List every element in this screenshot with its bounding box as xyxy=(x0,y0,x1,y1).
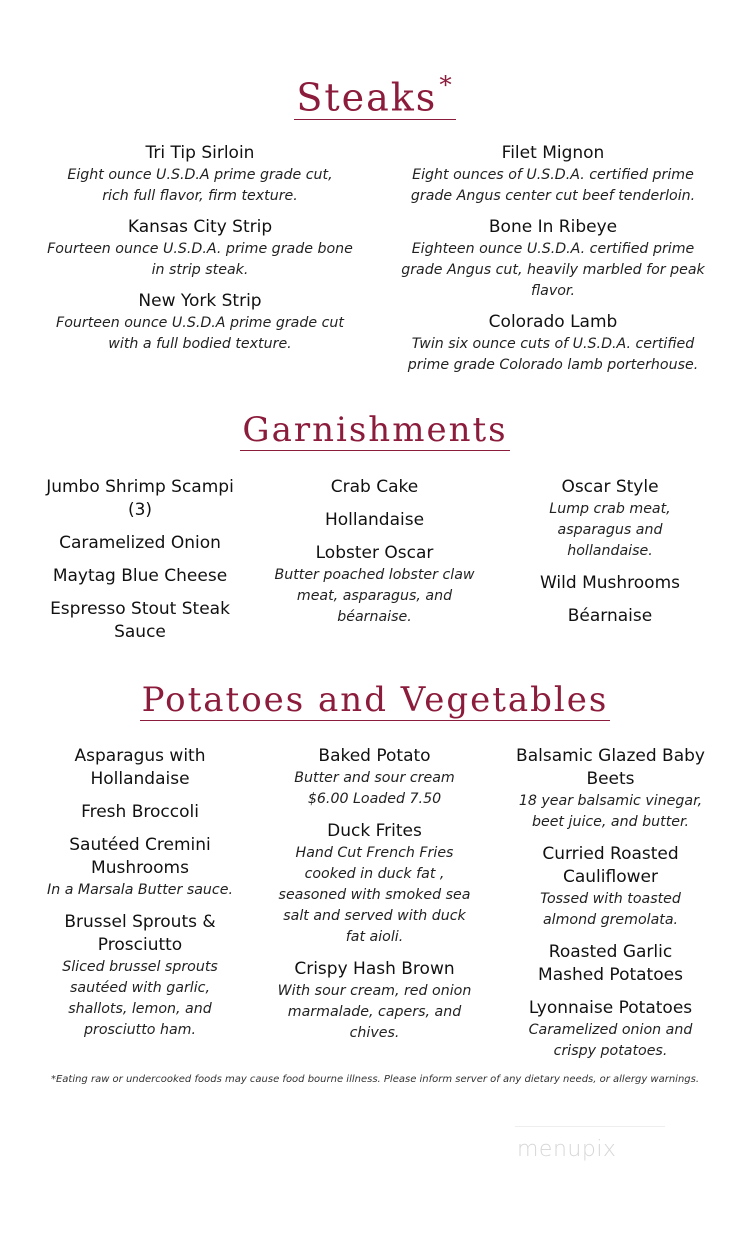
steaks-title: Steaks xyxy=(296,75,438,120)
menu-item xyxy=(40,801,240,824)
potatoes-column-3 xyxy=(508,745,713,1072)
item-name: Hollandaise xyxy=(324,510,425,530)
menu-item xyxy=(515,605,705,628)
item-name: Bone In Ribeye xyxy=(488,217,618,237)
item-name: Duck Frites xyxy=(327,821,422,841)
item-desc: Eight ounces of U.S.D.A. certified prime grade Angus center cut beef tenderloin. xyxy=(410,167,696,204)
steaks-left-column xyxy=(45,142,355,364)
garnishments-column-3 xyxy=(515,476,705,638)
item-desc: Eight ounce U.S.D.A prime grade cut, rich full flavor, firm texture. xyxy=(67,167,333,204)
menu-item xyxy=(40,745,240,791)
item-desc: Lump crab meat, asparagus and hollandaise. xyxy=(549,501,671,559)
menu-item xyxy=(272,820,477,948)
item-name: Curried Roasted Cauliflower xyxy=(542,844,679,887)
menu-item xyxy=(508,745,713,833)
potatoes-column-2 xyxy=(272,745,477,1054)
garnishments-title: Garnishments xyxy=(242,410,508,450)
item-name: Crispy Hash Brown xyxy=(294,959,455,979)
menu-item xyxy=(508,843,713,931)
item-desc: Fourteen ounce U.S.D.A. prime grade bone in strip steak. xyxy=(47,241,353,278)
steaks-marker: * xyxy=(439,70,454,99)
garnishments-column-2 xyxy=(272,476,477,638)
menu-item xyxy=(272,542,477,628)
menu-item xyxy=(398,311,708,376)
item-name: Espresso Stout Steak Sauce xyxy=(50,599,230,642)
item-name: Colorado Lamb xyxy=(488,312,618,332)
item-name: New York Strip xyxy=(138,291,262,311)
menupix-watermark: menupix xyxy=(517,1137,617,1162)
item-name: Asparagus with Hollandaise xyxy=(74,746,206,789)
item-name: Béarnaise xyxy=(567,606,653,626)
menu-item xyxy=(398,142,708,207)
item-desc: 18 year balsamic vinegar, beet juice, and butter. xyxy=(518,793,703,830)
watermark-divider xyxy=(515,1126,665,1127)
item-name: Wild Mushrooms xyxy=(540,573,680,593)
item-name: Crab Cake xyxy=(330,477,419,497)
menu-item xyxy=(40,911,240,1041)
potatoes-title: Potatoes and Vegetables xyxy=(141,680,609,720)
item-desc: In a Marsala Butter sauce. xyxy=(47,882,233,898)
item-name: Balsamic Glazed Baby Beets xyxy=(516,746,705,789)
menu-item xyxy=(35,598,245,644)
item-desc: Fourteen ounce U.S.D.A prime grade cut with a full bodied texture. xyxy=(56,315,344,352)
section-title-garnishments xyxy=(0,410,750,451)
menu-item xyxy=(272,958,477,1044)
item-name: Baked Potato xyxy=(318,746,431,766)
menu-item xyxy=(45,290,355,355)
item-name: Roasted Garlic Mashed Potatoes xyxy=(538,942,683,985)
item-desc: Sliced brussel sprouts sautéed with garlic, shallots, lemon, and prosciutto ham. xyxy=(62,959,218,1038)
item-desc: Tossed with toasted almond gremolata. xyxy=(540,891,681,928)
item-name: Lyonnaise Potatoes xyxy=(528,998,693,1018)
item-name: Caramelized Onion xyxy=(59,533,221,553)
item-name: Fresh Broccoli xyxy=(81,802,199,822)
menu-item xyxy=(35,565,245,588)
item-name: Maytag Blue Cheese xyxy=(52,566,228,586)
item-name: Filet Mignon xyxy=(501,143,605,163)
menu-item xyxy=(398,216,708,302)
item-name: Jumbo Shrimp Scampi (3) xyxy=(46,477,234,520)
menu-item xyxy=(45,216,355,281)
item-name: Kansas City Strip xyxy=(127,217,273,237)
menu-item xyxy=(515,476,705,562)
allergy-footnote: *Eating raw or undercooked foods may cause food bourne illness. Please inform server of any dietary needs, or allergy warnings. xyxy=(50,1074,700,1085)
item-name: Oscar Style xyxy=(561,477,659,497)
section-title-steaks xyxy=(0,72,750,120)
steaks-right-column xyxy=(398,142,708,385)
menu-item xyxy=(35,476,245,522)
garnishments-column-1 xyxy=(35,476,245,654)
menu-item xyxy=(515,572,705,595)
menu-item xyxy=(508,941,713,987)
potatoes-column-1 xyxy=(40,745,240,1051)
item-desc: Twin six ounce cuts of U.S.D.A. certified prime grade Colorado lamb porterhouse. xyxy=(407,336,699,373)
item-desc: Butter and sour cream $6.00 Loaded 7.50 xyxy=(294,770,455,807)
item-desc: Hand Cut French Fries cooked in duck fat , seasoned with smoked sea salt and served with duck fat aioli. xyxy=(278,845,471,945)
menu-item xyxy=(35,532,245,555)
menu-item xyxy=(272,476,477,499)
item-desc: Caramelized onion and crispy potatoes. xyxy=(528,1022,693,1059)
item-desc: Eighteen ounce U.S.D.A. certified prime grade Angus cut, heavily marbled for peak flavor. xyxy=(401,241,705,299)
item-desc: With sour cream, red onion marmalade, capers, and chives. xyxy=(277,983,472,1041)
item-desc: Butter poached lobster claw meat, asparagus, and béarnaise. xyxy=(274,567,475,625)
menu-item xyxy=(508,997,713,1062)
item-name: Tri Tip Sirloin xyxy=(145,143,255,163)
menu-item xyxy=(45,142,355,207)
item-name: Lobster Oscar xyxy=(315,543,434,563)
menu-item xyxy=(40,834,240,901)
menu-item xyxy=(272,509,477,532)
menu-item xyxy=(272,745,477,810)
item-name: Brussel Sprouts & Prosciutto xyxy=(64,912,216,955)
item-name: Sautéed Cremini Mushrooms xyxy=(69,835,211,878)
section-title-potatoes-vegetables xyxy=(0,680,750,721)
